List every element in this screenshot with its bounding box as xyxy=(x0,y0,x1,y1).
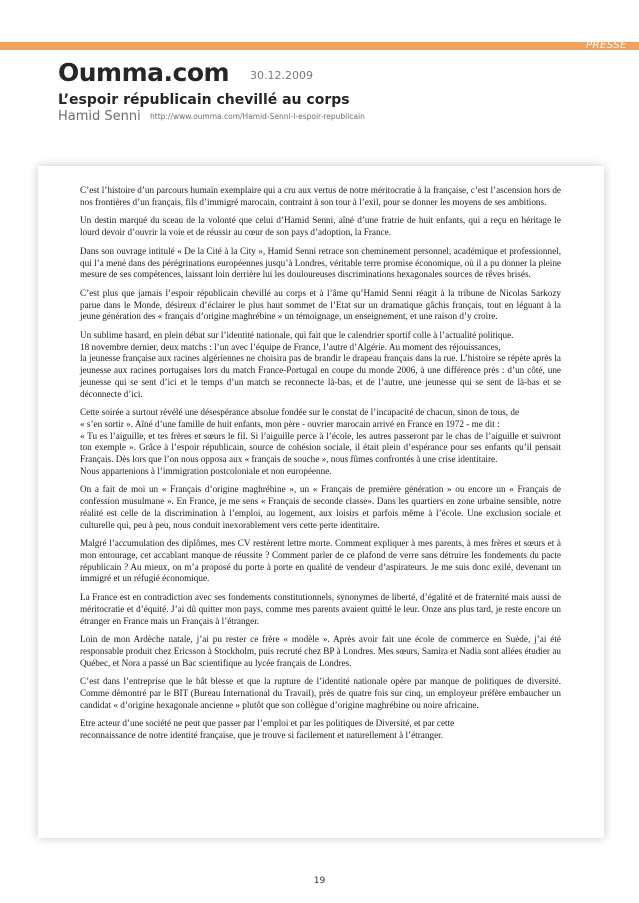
paragraph: Dans son ouvrage intitulé « De la Cité à la City », Hamid Senni retrace son cheminement personnel, académique et professionnel, qui l’a mené dans des pérégrinations européennes jusqu’à Londres, véritable terre promise économique, où il a pu donner la pleine mesure de ses compétences, laissant loin derrière lui les douloureuses discriminations hexagonales sources de rêves brisés. xyxy=(80,245,561,280)
article-body xyxy=(80,185,561,749)
publication-title: Oumma.com xyxy=(58,58,230,87)
paragraph: Un destin marqué du sceau de la volonté que celui d’Hamid Senni, aîné d’une fratrie de huit enfants, qui a reçu en héritage le lourd devoir d’ouvrir la voie et de réussir au cœur de son pays d’adoption, la France. xyxy=(80,215,561,238)
paragraph: C’est l’histoire d’un parcours humain exemplaire qui a cru aux vertus de notre méritocratie à la française, c’est l’ascension hors de nos frontières d’un français, fils d’immigré marocain, contraint à son tour à l’exil, pour se donner les moyens de ses ambitions. xyxy=(80,185,561,207)
paragraph: C’est dans l’entreprise que le bât blesse et que la rupture de l’identité nationale opère par manque de politiques de diversité. Comme démontré par le BIT (Bureau International du Travail), près de quatre fois sur cinq, un employeur préfère embaucher un candidat « d’origine hexagonale ancienne » plutôt que son collègue d’origine maghrébine ou noire africaine. xyxy=(80,676,561,710)
source-url: http://www.oumma.com/Hamid-Senni-l-espoir-republicain xyxy=(150,112,365,121)
accent-bar xyxy=(0,42,639,50)
paragraph: Etre acteur d’une société ne peut que passer par l’emploi et par les politiques de Diversité, et par cette reconnaissance de notre identité française, que je trouve si facilement et naturellement à l’étranger. xyxy=(80,718,455,741)
section-label: PRESSE xyxy=(586,40,627,51)
paragraph: Cette soirée a surtout révélé une désespérance absolue fondée sur le constat de l’incapacité de chacun, sinon de tous, de « s’en sortir ». Aîné d’une famille de huit enfants, mon père - ouvrier marocain arrivé en France en 1972 - me dit : « Tu es l’aiguille, et tes frères et sœurs le fil. Si l’aiguille perce à l’école, les autres passeront par le chas de l’aiguille et suivront ton exemple ». Grâce à l’espoir républicain, source de cohésion sociale, il était plein d’espérance pour ses enfants qu’il pensait Français. Dès lors que l’on nous opposa aux « français de souche », nous fûmes confrontés à une crise identitaire. Nous appartenions à l’immigration postcoloniale et non européenne. xyxy=(80,407,561,476)
page-number: 19 xyxy=(313,876,326,886)
paragraph: On a fait de moi un « Français d’origine maghrébine », un « Français de première génération » ou encore un « Français de confession musulmane ». En France, je me sens « Français de seconde classe». Dans les quartiers en zone urbaine sensible, notre réalité est celle de la discrimination à l’emploi, au logement, aux loisirs et parfois même à l’école. Une exclusion sociale et culturelle qui, peu à peu, nous conduit inexorablement vers cette perte identitaire. xyxy=(80,484,561,530)
publication-date: 30.12.2009 xyxy=(250,69,313,82)
paragraph: C’est plus que jamais l’espoir républicain chevillé au corps et à l’âme qu’Hamid Senni réagit à la tribune de Nicolas Sarkozy parue dans le Monde, désireux d’éclairer le plus haut sommet de l’Etat sur un dramatique gâchis français, tout en léguant à la jeune génération des « français d’origine maghrébine » un témoignage, un enseignement, et une raison d’y croire. xyxy=(80,287,561,322)
paragraph: La France est en contradiction avec ses fondements constitutionnels, synonymes de liberté, d’égalité et de fraternité mais aussi de méritocratie et d’équité. J’ai dû quitter mon pays, comme mes parents avaient quitté le leur. Onze ans plus tard, je reste encore un étranger en France mais un Français à l’étranger. xyxy=(80,592,561,626)
paragraph: Un sublime hasard, en plein débat sur l’identité nationale, qui fait que le calendrier sportif colle à l’actualité politique. 18 novembre dernier, deux matchs : l’un avec l’équipe de France, l’autre d’Algérie. Au moment des réjouissances, la jeunesse française aux racines algériennes ne choisira pas de brandir le drapeau français dans la rue. L’histoire se répète après la jeunesse aux racines portugaises lors du match France-Portugal en coupe du monde 2006, à une différence près : d’un côté, une jeunesse qui se sent d’ici et le temps d’un match se reconnecte là-bas, et de l’autre, une jeunesse qui se sent de là-bas et se déconnecte d’ici. xyxy=(80,330,561,399)
article-headline: L’espoir républicain chevillé au corps xyxy=(58,92,350,108)
paragraph: Loin de mon Ardèche natale, j’ai pu rester ce frère « modèle ». Après avoir fait une école de commerce en Suède, j’ai été responsable produit chez Ericsson à Stockholm, puis recruté chez BP à Londres. Mes sœurs, Samira et Nadia sont allées étudier au Québec, et Nora a passé un Bac scientifique au lycée français de Londres. xyxy=(80,634,561,668)
paragraph: Malgré l’accumulation des diplômes, mes CV restèrent lettre morte. Comment expliquer à mes parents, à mes frères et sœurs et à mon entourage, cet accablant manque de réussite ? Comment parler de ce plafond de verre sans détruire les fondements du pacte républicain ? Au mieux, on m’a proposé du porte à porte en qualité de vendeur d’aspirateurs. Je me suis donc exilé, devenant un immigré et un réfugié économique. xyxy=(80,538,561,584)
article-author: Hamid Senni xyxy=(58,109,141,124)
